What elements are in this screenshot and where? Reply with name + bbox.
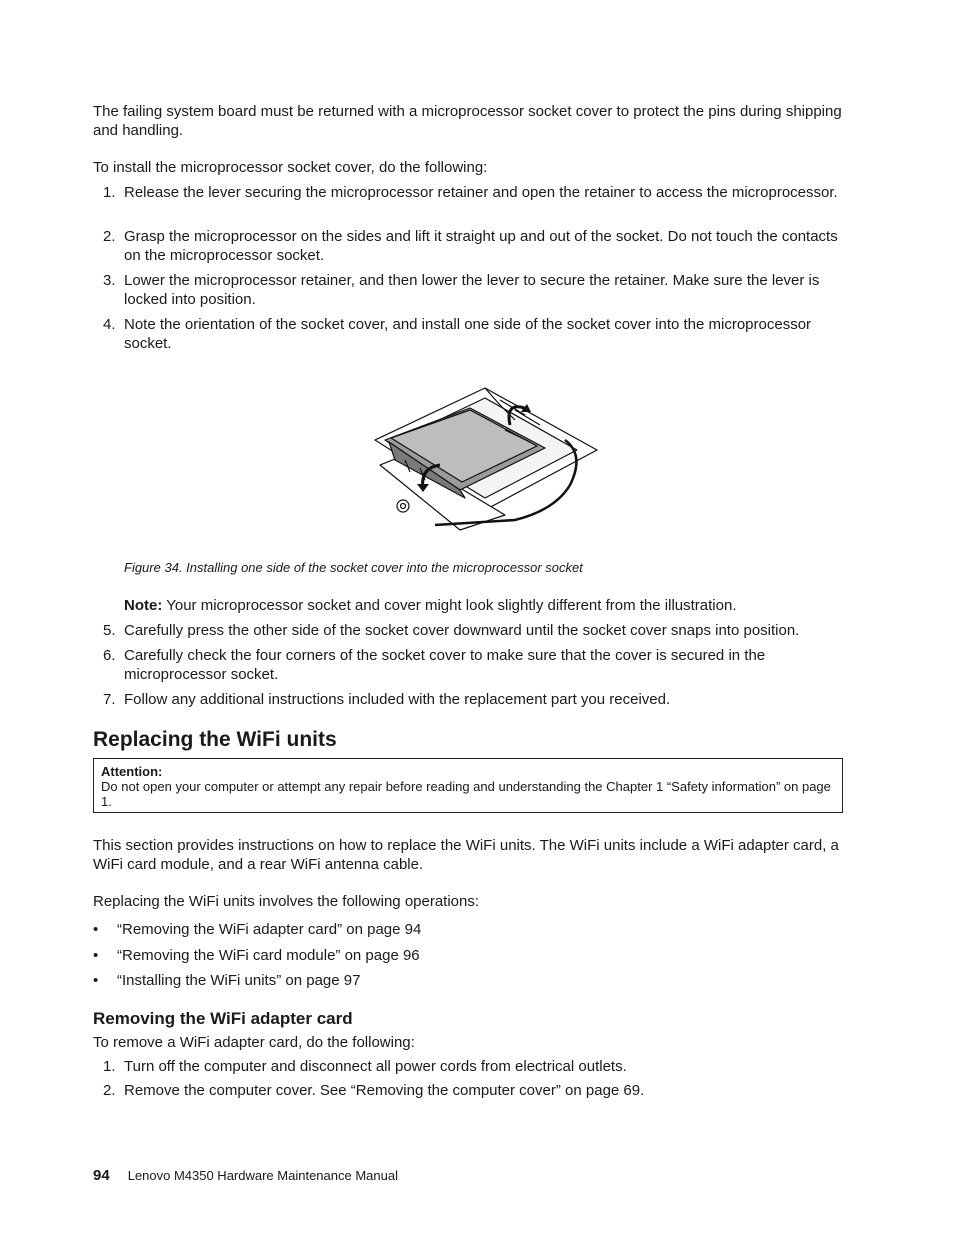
step-text: Note the orientation of the socket cover, and install one side of the socket cover into the microprocessor socket.	[124, 316, 812, 352]
page-number: 94	[93, 1167, 110, 1184]
note	[124, 596, 736, 615]
step-number: 2.	[103, 1082, 116, 1099]
bullet-icon: •	[93, 947, 99, 964]
figure-caption: Figure 34. Installing one side of the socket cover into the microprocessor socket	[124, 560, 583, 575]
step-number: 7.	[103, 691, 116, 708]
manual-title: Lenovo M4350 Hardware Maintenance Manual	[127, 1168, 398, 1183]
cross-reference-link[interactable]: “Removing the WiFi adapter card” on page 94	[117, 921, 422, 938]
step-number: 4.	[103, 316, 116, 333]
socket-cover-illustration	[365, 380, 605, 540]
attention-box	[93, 758, 843, 813]
step-number: 6.	[103, 647, 116, 664]
bullet-icon: •	[93, 972, 99, 989]
attention-title: Attention:	[101, 764, 163, 779]
step-text: Turn off the computer and disconnect all power cords from electrical outlets.	[124, 1058, 627, 1075]
step-number: 1.	[103, 1058, 116, 1075]
subsection-intro: To remove a WiFi adapter card, do the following:	[93, 1034, 415, 1051]
subsection-title: Removing the WiFi adapter card	[93, 1009, 353, 1028]
attention-text: Do not open your computer or attempt any repair before reading and understanding the Chapter 1 “Safety information” on page 1.	[101, 779, 831, 809]
step-number: 1.	[103, 184, 116, 201]
step-text: Carefully press the other side of the socket cover downward until the socket cover snaps into position.	[124, 622, 800, 639]
step-text: Remove the computer cover. See “Removing the computer cover” on page 69.	[124, 1082, 645, 1099]
intro-paragraph: The failing system board must be returned with a microprocessor socket cover to protect the pins during shipping and handling.	[93, 103, 842, 139]
page-footer	[93, 1167, 398, 1184]
intro-instruction: To install the microprocessor socket cover, do the following:	[93, 159, 488, 176]
section-paragraph: Replacing the WiFi units involves the following operations:	[93, 893, 480, 910]
step-text: Grasp the microprocessor on the sides and lift it straight up and out of the socket. Do not touch the contacts on the microprocessor socket.	[124, 228, 838, 264]
step-number: 3.	[103, 272, 116, 289]
step-number: 2.	[103, 228, 116, 245]
step-text: Lower the microprocessor retainer, and then lower the lever to secure the retainer. Make sure the lever is locked into position.	[124, 272, 820, 308]
step-number: 5.	[103, 622, 116, 639]
section-title: Replacing the WiFi units	[93, 728, 337, 751]
bullet-icon: •	[93, 921, 99, 938]
note-label: Note:	[124, 597, 163, 614]
step-text: Release the lever securing the microprocessor retainer and open the retainer to access the microprocessor.	[124, 184, 838, 201]
step-text: Carefully check the four corners of the socket cover to make sure that the cover is secured in the microprocessor socket.	[124, 647, 766, 683]
section-paragraph: This section provides instructions on how to replace the WiFi units. The WiFi units include a WiFi adapter card, a WiFi card module, and a rear WiFi antenna cable.	[93, 837, 839, 873]
step-text: Follow any additional instructions included with the replacement part you received.	[124, 691, 671, 708]
note-text: Your microprocessor socket and cover might look slightly different from the illustration.	[162, 597, 737, 614]
cross-reference-link[interactable]: “Installing the WiFi units” on page 97	[117, 972, 361, 989]
cross-reference-link[interactable]: “Removing the WiFi card module” on page 96	[117, 947, 420, 964]
